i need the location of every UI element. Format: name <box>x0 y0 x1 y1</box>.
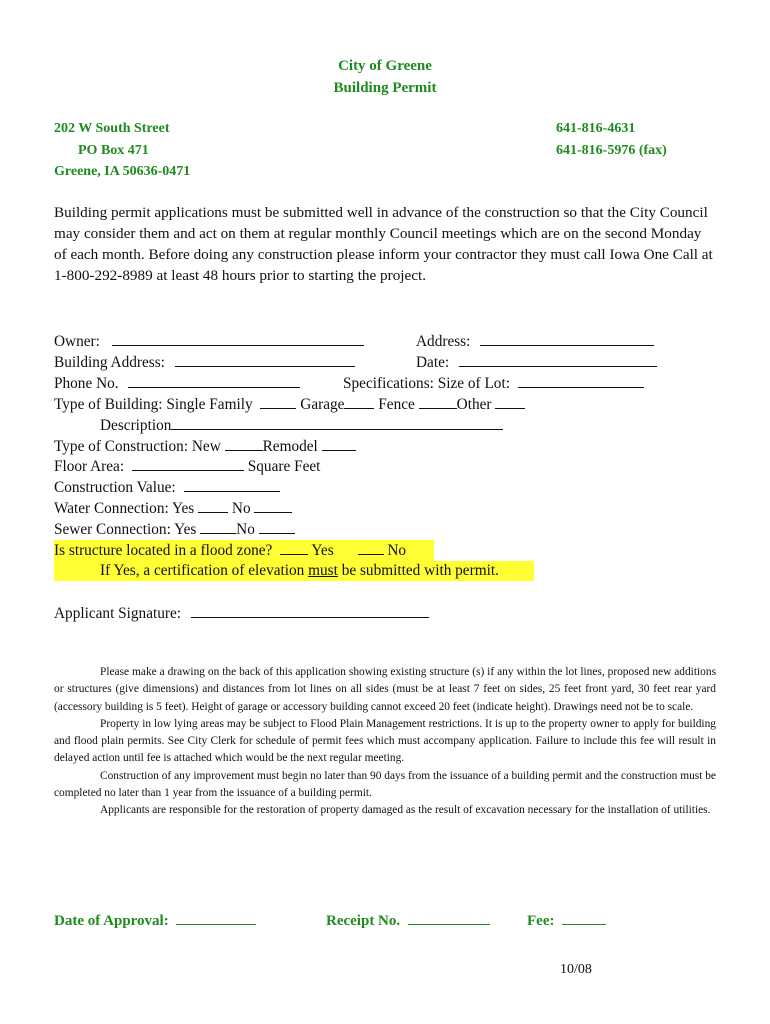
water-yes-input-line[interactable] <box>198 498 228 513</box>
owner-field <box>54 331 364 352</box>
fee-input-line[interactable] <box>562 910 606 925</box>
phone-field <box>54 373 300 394</box>
fine-print-restoration: Applicants are responsible for the restoration of property damaged as the result of excavation necessary for the installation of utilities. <box>100 804 711 817</box>
flood-no-input-line[interactable] <box>358 540 384 555</box>
description-field <box>100 415 503 436</box>
phone-label: Phone No. <box>54 375 119 392</box>
flood-zone-label: Is structure located in a flood zone? <box>54 542 273 559</box>
sewer-connection-field <box>54 519 295 540</box>
floor-area-field <box>54 456 320 477</box>
fax-number: 641-816-5976 (fax) <box>556 143 667 158</box>
garage-label: Garage <box>300 396 345 413</box>
revision-date: 10/08 <box>560 962 592 977</box>
flood-yes-input-line[interactable] <box>280 540 308 555</box>
water-connection-field <box>54 498 292 519</box>
sewer-no-label: No <box>236 521 255 538</box>
building-address-input-line[interactable] <box>175 352 355 367</box>
date-field <box>416 352 657 373</box>
lot-size-input-line[interactable] <box>518 373 644 388</box>
fine-print-flood-plain: Property in low lying areas may be subject to Flood Plain Management restrictions. It is up to the property owner to apply for building and flood plain permits. See City Clerk for schedule of permit fees which must accompany application. Failure to include this fee will result in delayed action until fee is attached which would be the next regular meeting. <box>54 717 716 765</box>
other-input-line[interactable] <box>495 394 525 409</box>
type-of-building-field <box>54 394 525 415</box>
sewer-yes-input-line[interactable] <box>200 519 236 534</box>
page-subtitle: Building Permit <box>333 80 437 96</box>
address-field <box>416 331 654 352</box>
other-label: Other <box>456 396 492 413</box>
applicant-signature-field <box>54 603 429 624</box>
flood-note-must: must <box>308 562 338 579</box>
floor-area-input-line[interactable] <box>132 456 244 471</box>
address-street: 202 W South Street <box>54 121 170 136</box>
flood-elevation-note <box>54 561 534 581</box>
date-input-line[interactable] <box>459 352 657 367</box>
construction-value-label: Construction Value: <box>54 479 176 496</box>
fence-label: Fence <box>378 396 415 413</box>
flood-yes-label: Yes <box>311 542 334 559</box>
sewer-no-input-line[interactable] <box>259 519 295 534</box>
receipt-label: Receipt No. <box>326 913 401 929</box>
water-label: Water Connection: Yes <box>54 500 195 517</box>
specifications-label: Specifications: Size of Lot: <box>343 375 510 392</box>
lot-size-field <box>343 373 644 394</box>
signature-input-line[interactable] <box>191 603 429 618</box>
signature-label: Applicant Signature: <box>54 605 182 622</box>
garage-input-line[interactable] <box>344 394 374 409</box>
fine-print-construction-timeline: Construction of any improvement must begin no later than 90 days from the issuance of a building permit and the construction must be completed no later than 1 year from the issuance of a building permit. <box>54 769 716 800</box>
water-no-label: No <box>231 500 251 517</box>
intro-paragraph: Building permit applications must be submitted well in advance of the construction so that the City Council may consider them and act on them at regular monthly Council meetings which are on the second Monday of each month. Before doing any construction please inform your contractor they must call Iowa One Call at 1-800-292-8989 at least 48 hours prior to starting the project. <box>54 204 713 284</box>
flood-zone-question <box>54 540 434 561</box>
owner-label: Owner: <box>54 333 100 350</box>
construction-value-input-line[interactable] <box>184 477 280 492</box>
date-of-approval-label: Date of Approval: <box>54 913 169 929</box>
description-input-line[interactable] <box>171 415 503 430</box>
type-of-construction-field <box>54 436 356 457</box>
fee-field <box>527 910 606 930</box>
date-of-approval-input-line[interactable] <box>176 910 256 925</box>
flood-note-pre: If Yes, a certification of elevation <box>100 562 305 579</box>
remodel-label: Remodel <box>262 438 318 455</box>
remodel-input-line[interactable] <box>322 436 356 451</box>
building-address-field <box>54 352 355 373</box>
fine-print <box>54 664 716 820</box>
address-city: Greene, IA 50636-0471 <box>54 164 191 179</box>
date-of-approval-field <box>54 910 256 930</box>
receipt-number-field <box>326 910 490 930</box>
fine-print-drawing: Please make a drawing on the back of this application showing existing structure (s) if any within the lot lines, proposed new additions or structures (give dimensions) and distances from lot lines on all sides (must be at least 7 feet on sides, 25 feet front yard, 30 feet rear yard (accessory building is 5 feet). Height of garage or accessory building cannot exceed 20 feet (indicate height). Drawings need not be to scale. <box>54 666 716 713</box>
water-no-input-line[interactable] <box>254 498 292 513</box>
sewer-label: Sewer Connection: Yes <box>54 521 197 538</box>
building-address-label: Building Address: <box>54 354 165 371</box>
fee-label: Fee: <box>527 913 555 929</box>
date-label: Date: <box>416 354 450 371</box>
floor-area-label: Floor Area: <box>54 458 125 475</box>
owner-input-line[interactable] <box>112 331 364 346</box>
single-family-input-line[interactable] <box>260 394 296 409</box>
address-input-line[interactable] <box>480 331 654 346</box>
phone-number: 641-816-4631 <box>556 121 636 136</box>
type-building-label: Type of Building: Single Family <box>54 396 253 413</box>
phone-input-line[interactable] <box>128 373 300 388</box>
page-title: City of Greene <box>338 58 432 74</box>
address-label: Address: <box>416 333 471 350</box>
address-po-box: PO Box 471 <box>78 143 149 158</box>
new-input-line[interactable] <box>225 436 263 451</box>
flood-no-label: No <box>387 542 407 559</box>
square-feet-label: Square Feet <box>247 458 321 475</box>
description-label: Description <box>100 417 172 434</box>
fence-input-line[interactable] <box>419 394 457 409</box>
type-construction-label: Type of Construction: New <box>54 438 221 455</box>
flood-note-post: be submitted with permit. <box>341 562 499 579</box>
receipt-input-line[interactable] <box>408 910 490 925</box>
construction-value-field <box>54 477 280 498</box>
